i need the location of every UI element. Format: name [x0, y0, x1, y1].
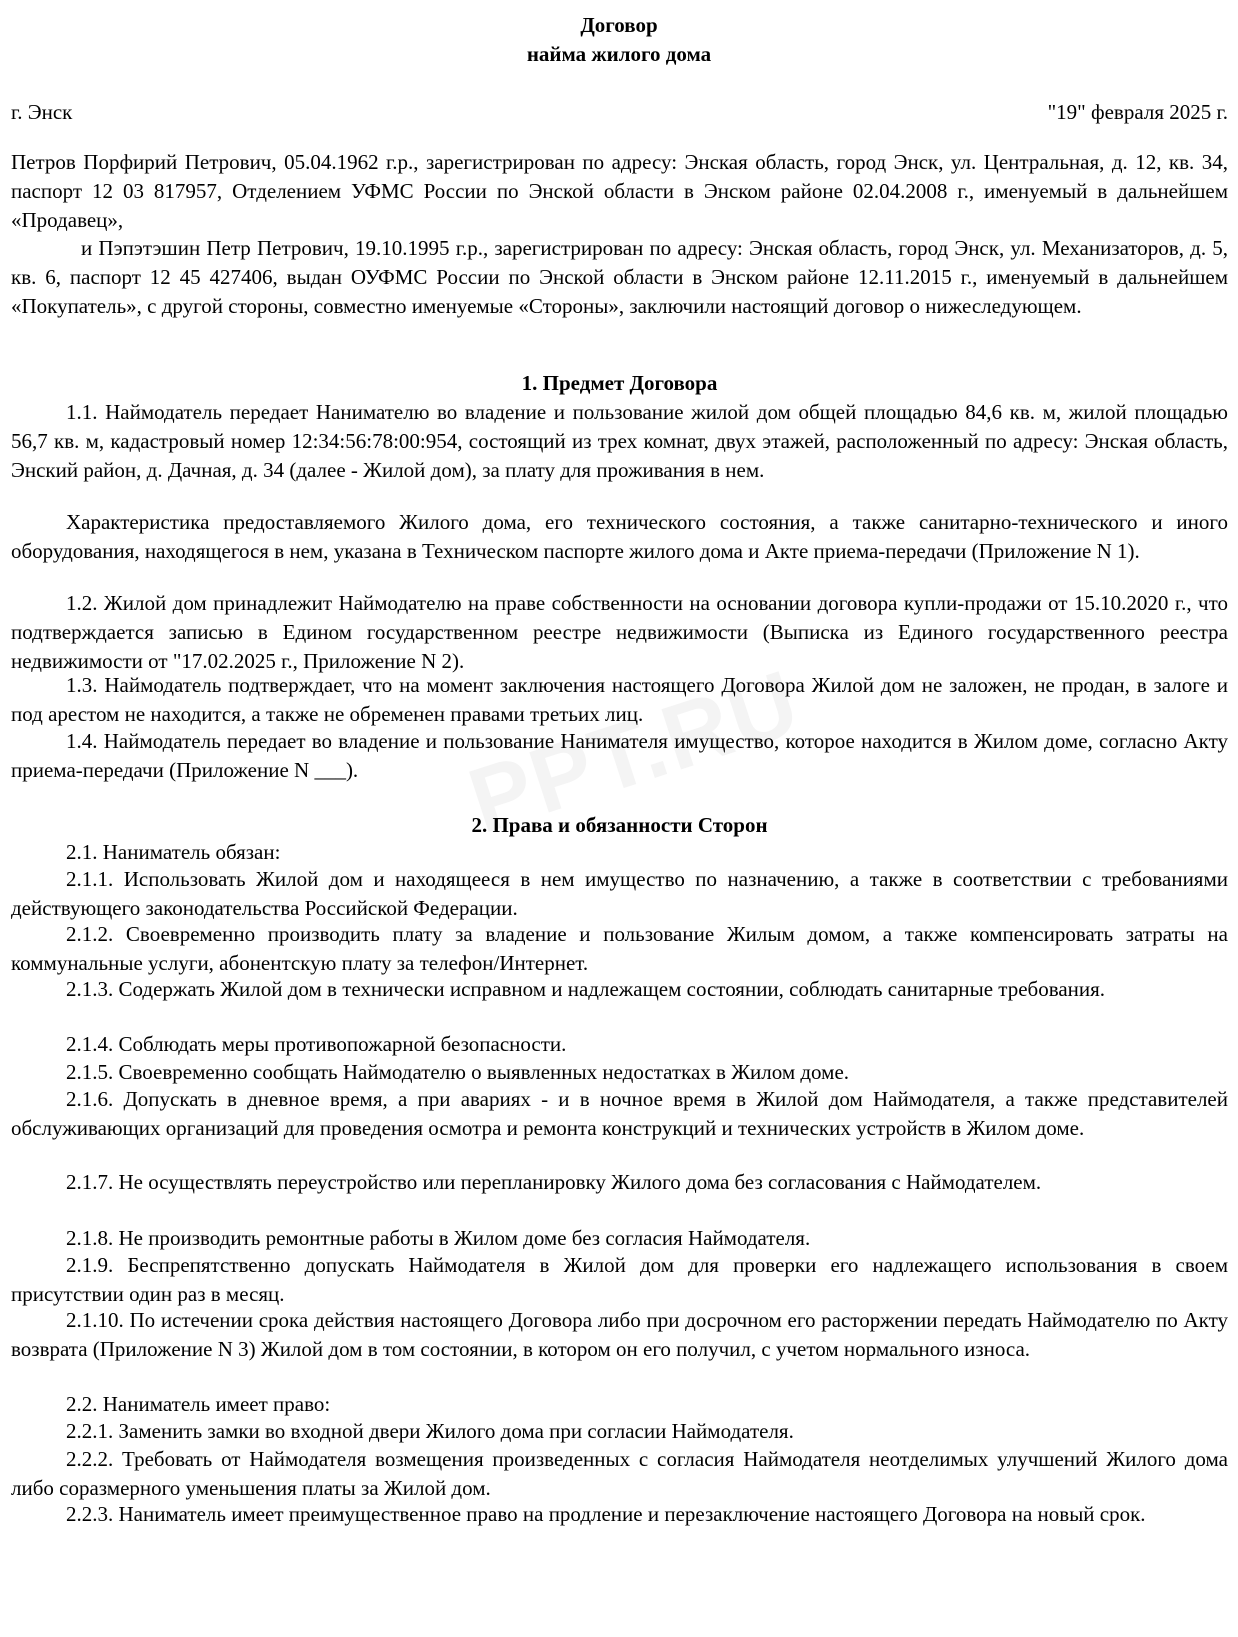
- section-heading-1: 1. Предмет Договора: [521, 371, 718, 395]
- date-label: "19" февраля 2025 г.: [1047, 100, 1228, 124]
- clause-2-1-9: 2.1.9. Беспрепятственно допускать Наймодателя в Жилой дом для проверки его надлежащего использования в своем присутствии один раз в месяц.: [11, 1253, 1228, 1306]
- clause-1-1-characteristics: Характеристика предоставляемого Жилого дома, его технического состояния, а также санитарно-технического и иного оборудования, находящегося в нем, указана в Техническом паспорте жилого дома и Акте приема-передачи (Приложение N 1).: [11, 510, 1228, 563]
- preamble-party-1: Петров Порфирий Петрович, 05.04.1962 г.р., зарегистрирован по адресу: Энская область, город Энск, ул. Центральная, д. 12, кв. 34, паспорт 12 03 817957, Отделением УФМС России по Энской области в Энском районе 02.04.2008 г., именуемый в дальнейшем «Продавец»,: [11, 150, 1228, 232]
- document-title: Договор: [580, 13, 658, 37]
- clause-2-1-6: 2.1.6. Допускать в дневное время, а при авариях - и в ночное время в Жилой дом Наймодателя, а также представителей обслуживающих организаций для проведения осмотра и ремонта конструкций и технических устройств в Жилом доме.: [11, 1087, 1228, 1140]
- clause-2-2-2: 2.2.2. Требовать от Наймодателя возмещения произведенных с согласия Наймодателя неотделимых улучшений Жилого дома либо соразмерного уменьшения платы за Жилой дом.: [11, 1447, 1228, 1500]
- clause-1-1: 1.1. Наймодатель передает Нанимателю во владение и пользование жилой дом общей площадью 84,6 кв. м, жилой площадью 56,7 кв. м, кадастровый номер 12:34:56:78:00:954, состоящий из трех комнат, двух этажей, расположенный по адресу: Энская область, Энский район, д. Дачная, д. 34 (далее - Жилой дом), за плату для проживания в нем.: [11, 400, 1228, 482]
- clause-2-1-10: 2.1.10. По истечении срока действия настоящего Договора либо при досрочном его расторжении передать Наймодателю по Акту возврата (Приложение N 3) Жилой дом в том состоянии, в котором он его получил, с учетом нормального износа.: [11, 1308, 1228, 1361]
- clause-2-2: 2.2. Наниматель имеет право:: [66, 1392, 331, 1416]
- clause-1-2: 1.2. Жилой дом принадлежит Наймодателю на праве собственности на основании договора купли-продажи от 15.10.2020 г., что подтверждается записью в Едином государственном реестре недвижимости (Выписка из Единого государственного реестра недвижимости от "17.02.2025 г., Приложение N 2).: [11, 591, 1228, 673]
- clause-2-1-3: 2.1.3. Содержать Жилой дом в технически исправном и надлежащем состоянии, соблюдать санитарные требования.: [66, 977, 1106, 1001]
- city-label: г. Энск: [11, 100, 73, 124]
- clause-2-2-1: 2.2.1. Заменить замки во входной двери Жилого дома при согласии Наймодателя.: [66, 1419, 794, 1443]
- clause-2-1-5: 2.1.5. Своевременно сообщать Наймодателю о выявленных недостатках в Жилом доме.: [66, 1060, 850, 1084]
- preamble-party-2: и Пэпэтэшин Петр Петрович, 19.10.1995 г.р., зарегистрирован по адресу: Энская область, город Энск, ул. Механизаторов, д. 5, кв. 6, паспорт 12 45 427406, выдан ОУФМС России по Энской области в Энском районе 12.11.2015 г., именуемый в дальнейшем «Покупатель», с другой стороны, совместно именуемые «Стороны», заключили настоящий договор о нижеследующем.: [11, 236, 1228, 318]
- clause-2-1-7: 2.1.7. Не осуществлять переустройство или перепланировку Жилого дома без согласования с Наймодателем.: [66, 1170, 1042, 1194]
- clause-2-1-1: 2.1.1. Использовать Жилой дом и находящееся в нем имущество по назначению, а также в соответствии с требованиями действующего законодательства Российской Федерации.: [11, 867, 1228, 920]
- clause-2-1-2: 2.1.2. Своевременно производить плату за владение и пользование Жилым домом, а также компенсировать затраты на коммунальные услуги, абонентскую плату за телефон/Интернет.: [11, 922, 1228, 975]
- clause-2-1: 2.1. Наниматель обязан:: [66, 840, 281, 864]
- document-subtitle: найма жилого дома: [526, 42, 712, 66]
- clause-2-1-8: 2.1.8. Не производить ремонтные работы в Жилом доме без согласия Наймодателя.: [66, 1226, 811, 1250]
- clause-1-3: 1.3. Наймодатель подтверждает, что на момент заключения настоящего Договора Жилой дом не заложен, не продан, в залоге и под арестом не находится, а также не обременен правами третьих лиц.: [11, 673, 1228, 726]
- clause-2-2-3: 2.2.3. Наниматель имеет преимущественное право на продление и перезаключение настоящего Договора на новый срок.: [66, 1502, 1146, 1526]
- clause-1-4: 1.4. Наймодатель передает во владение и пользование Нанимателя имущество, которое находится в Жилом доме, согласно Акту приема-передачи (Приложение N ___).: [11, 729, 1228, 782]
- section-heading-2: 2. Права и обязанности Сторон: [471, 813, 768, 837]
- clause-2-1-4: 2.1.4. Соблюдать меры противопожарной безопасности.: [66, 1032, 567, 1056]
